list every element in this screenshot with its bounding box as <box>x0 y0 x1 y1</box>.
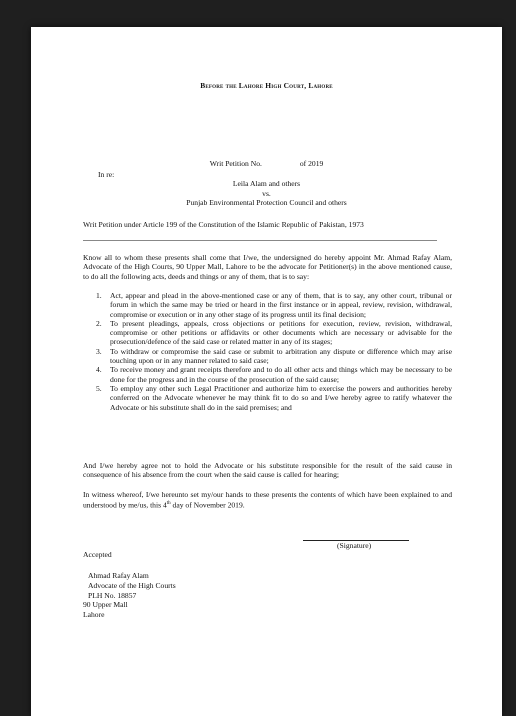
advocate-title: Advocate of the High Courts <box>88 581 176 590</box>
item-number: 1. <box>96 291 102 300</box>
in-re-label: In re: <box>98 170 115 179</box>
witness-clause <box>83 490 452 510</box>
authority-item <box>83 365 452 384</box>
petition-subject: Writ Petition under Article 199 of the Constitution of the Islamic Republic of Pakistan, 1973 <box>83 220 364 229</box>
witness-text-end: day of November 2019. <box>170 500 245 510</box>
signature-label: (Signature) <box>337 541 372 550</box>
date-ordinal-suffix: th <box>166 501 171 507</box>
court-title: Before the Lahore High Court, Lahore <box>200 81 333 90</box>
agreement-clause: And I/we hereby agree not to hold the Advocate or his substitute responsible for the result of the said cause in consequence of his absence from the court when the said cause is called for hearing; <box>83 461 452 480</box>
authority-item <box>83 384 452 412</box>
authority-item <box>83 347 452 366</box>
item-number: 2. <box>96 318 102 328</box>
item-text: To receive money and grant receipts therefore and to do all other acts and things which may be necessary to be done for the progress and in the course of the prosecution of the said cause; <box>110 365 452 384</box>
item-text: Act, appear and plead in the above-mentioned case or any of them, that is to say, any other court, tribunal or forum in which the same may be tried or heard in the first instance or in appeal, review, revision, withdrawal, compromise or execution or in any other stage of its progress until its final decision; <box>110 291 452 319</box>
item-number: 3. <box>96 346 102 356</box>
accepted-label: Accepted <box>83 550 112 559</box>
versus-label: vs. <box>262 189 271 198</box>
advocate-license: PLH No. 18857 <box>88 591 137 600</box>
writ-petition-number: Writ Petition No. of 2019 <box>209 159 324 168</box>
advocate-name: Ahmad Rafay Alam <box>88 571 149 580</box>
item-text: To present pleadings, appeals, cross objections or petitions for execution, review, revision, withdrawal, compromise or other petitions or affidavits or other documents which are necessary or advisable for the prosecution/defence of the said case or related matter in any of its stages; <box>110 318 452 347</box>
petitioner-name: Leila Alam and others <box>232 179 301 188</box>
item-number: 4. <box>96 365 102 375</box>
subject-divider <box>83 240 437 241</box>
authority-item <box>83 319 452 347</box>
advocate-city: Lahore <box>83 610 105 619</box>
item-text: To employ any other such Legal Practitioner and authorize him to exercise the powers and authorities hereby conferred on the Advocate whenever he may think fit to do so and I/we hereby agree to ratify whatever the Advocate or his substitute shall do in the said premises; and <box>110 383 452 412</box>
witness-text-start: In witness whereof, I/we hereunto set my/our hands to these presents the contents of which have been explained to and understood by me/us, this 4 <box>83 490 452 510</box>
respondent-name: Punjab Environmental Protection Council and others <box>186 198 347 207</box>
appointment-intro: Know all to whom these presents shall come that I/we, the undersigned do hereby appoint Mr. Ahmad Rafay Alam, Advocate of the High Courts, 90 Upper Mall, Lahore to be the advocate for Petitioner(s) in the above mentioned cause, to do all the following acts, deeds and things or any of them, that is to say: <box>83 253 452 281</box>
item-text: To withdraw or compromise the said case or submit to arbitration any dispute or difference which may arise touching upon or in any manner related to said case; <box>110 346 452 366</box>
advocate-address: 90 Upper Mall <box>83 600 128 609</box>
item-number: 5. <box>96 383 102 393</box>
authority-item <box>83 291 452 319</box>
authority-list <box>83 291 452 412</box>
document-page <box>31 27 502 716</box>
